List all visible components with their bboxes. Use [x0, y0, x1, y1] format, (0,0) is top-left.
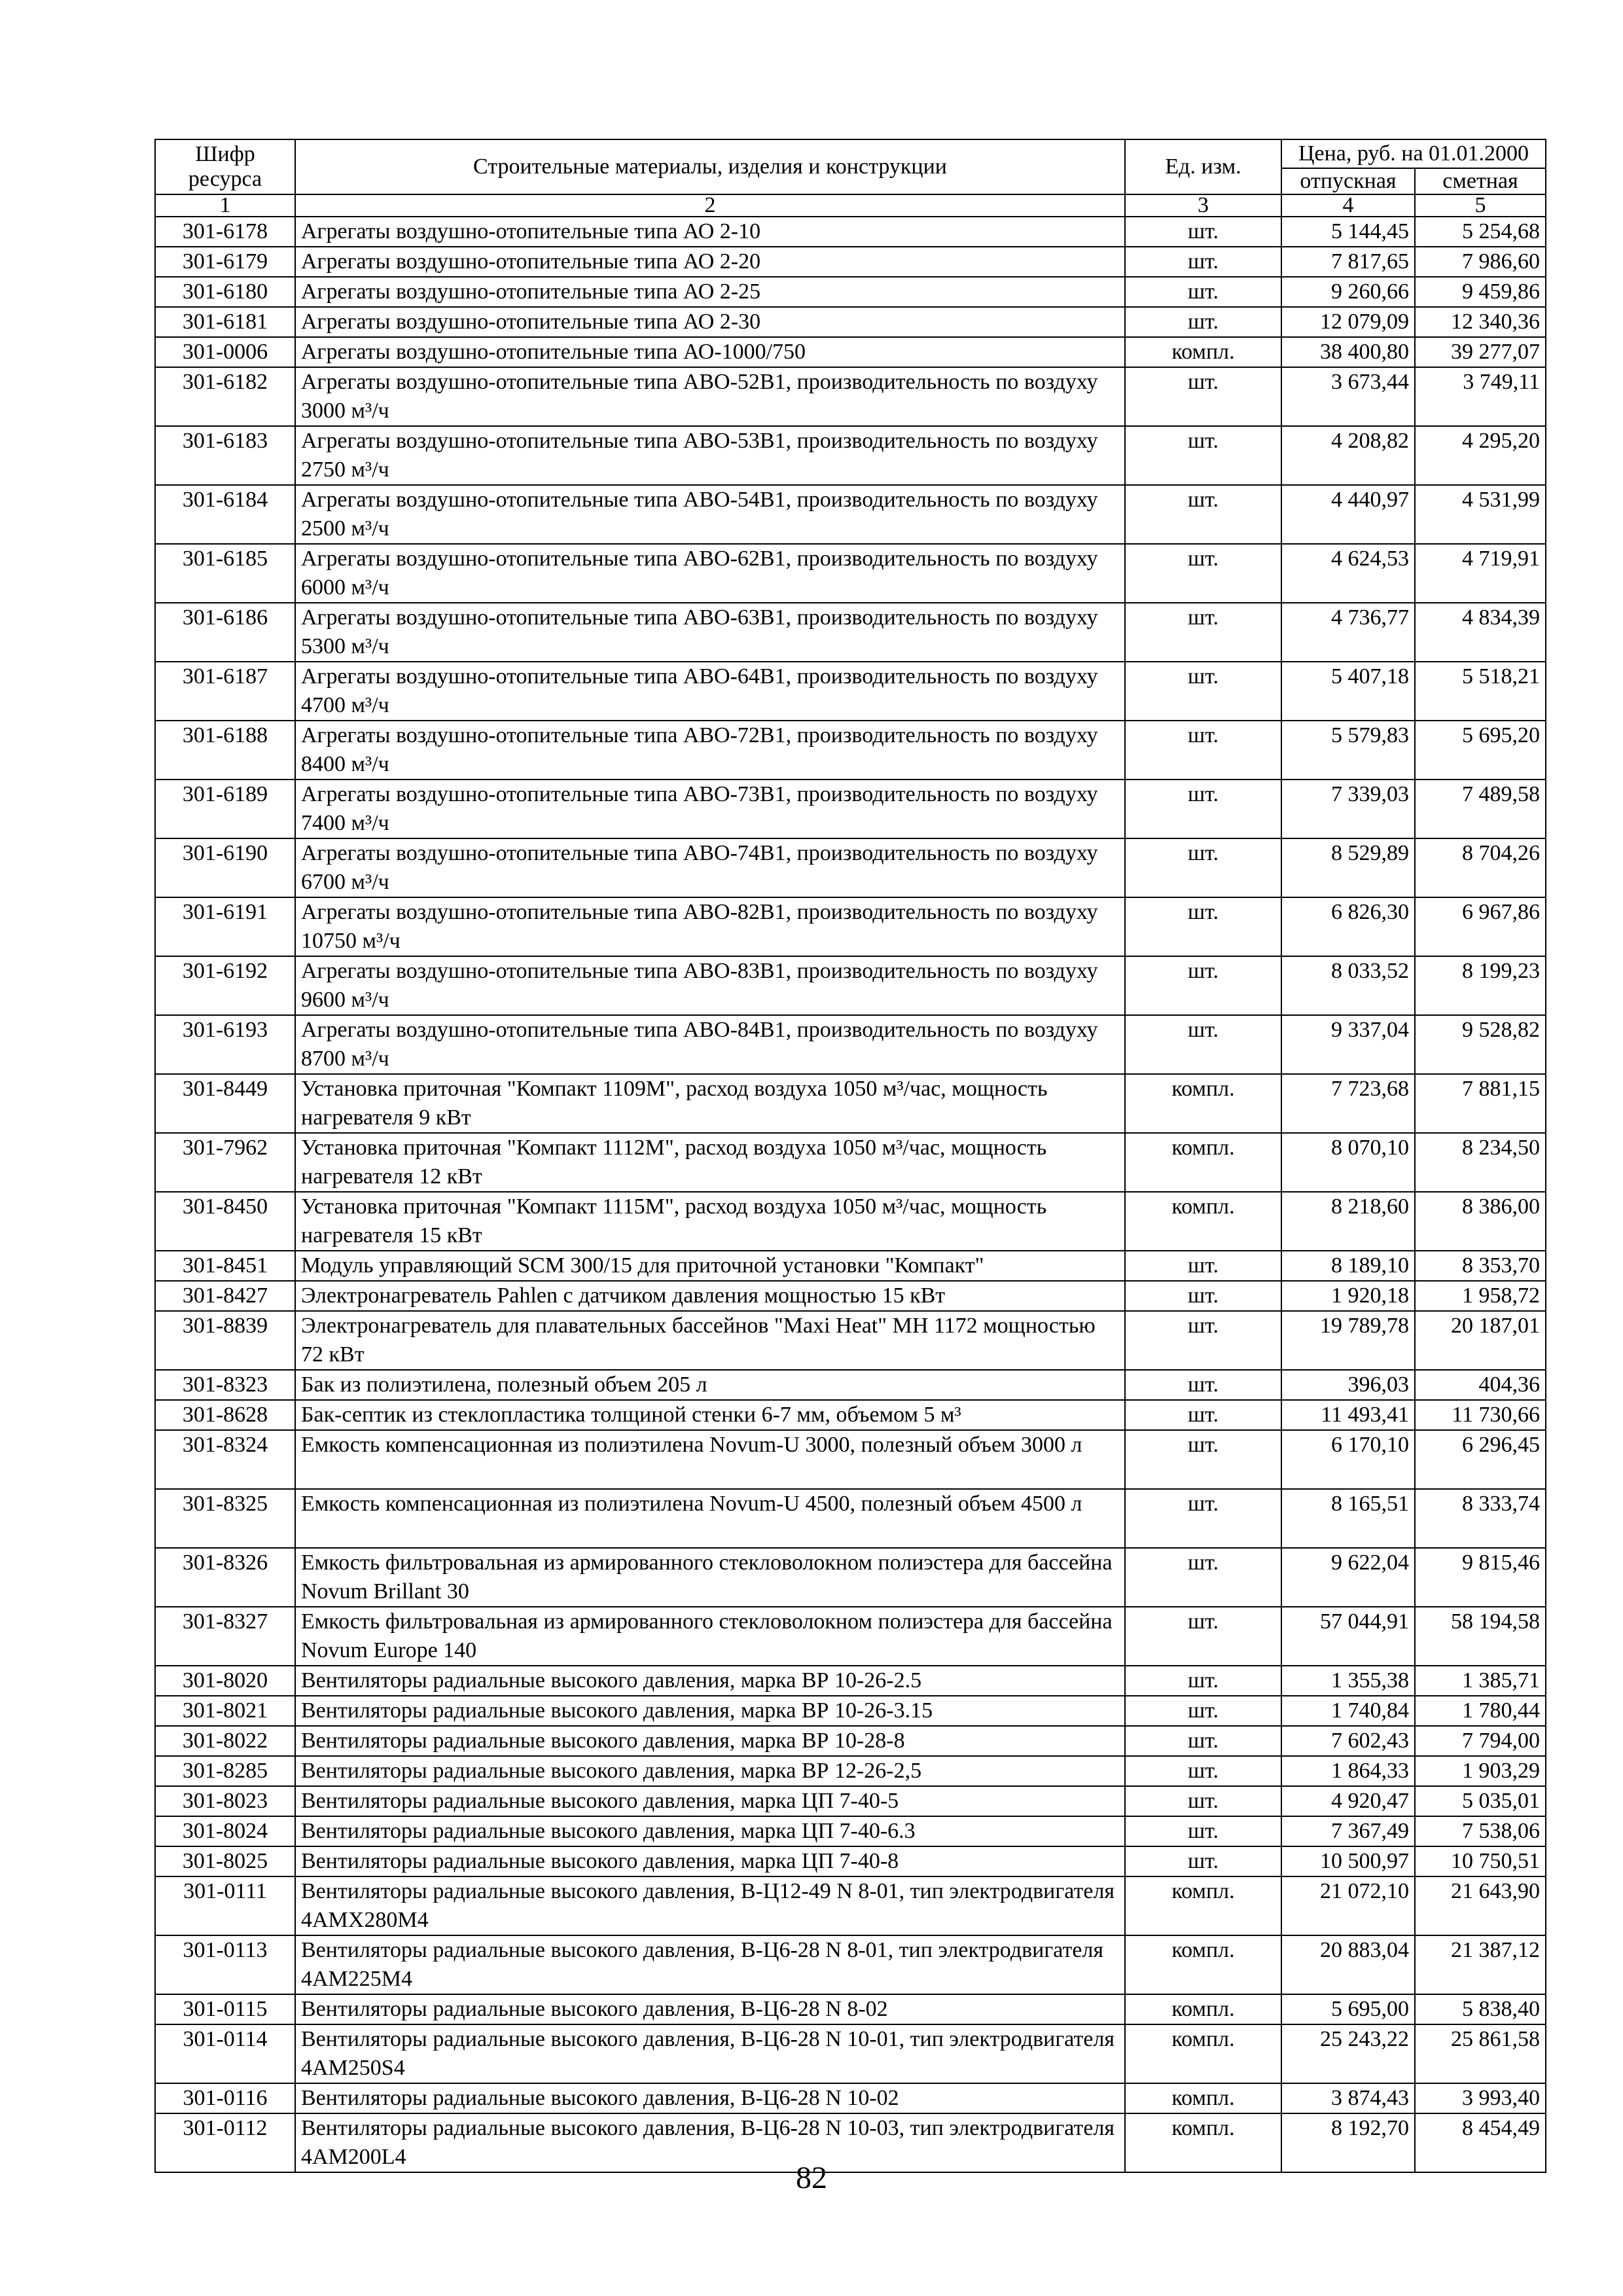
unit-of-measure: шт. [1125, 307, 1281, 337]
release-price: 8 165,51 [1281, 1489, 1415, 1548]
material-name: Вентиляторы радиальные высокого давления, В-Ц6-28 N 8-02 [295, 1994, 1125, 2024]
estimate-price: 5 838,40 [1415, 1994, 1546, 2024]
release-price: 1 355,38 [1281, 1666, 1415, 1696]
release-price: 8 033,52 [1281, 956, 1415, 1015]
release-price: 4 440,97 [1281, 485, 1415, 544]
unit-of-measure: компл. [1125, 2024, 1281, 2083]
material-name: Вентиляторы радиальные высокого давления, марка ВР 10-28-8 [295, 1726, 1125, 1756]
table-row [155, 217, 1546, 247]
estimate-price: 8 454,49 [1415, 2113, 1546, 2172]
estimate-price: 5 518,21 [1415, 662, 1546, 721]
estimate-price: 8 199,23 [1415, 956, 1546, 1015]
resource-code: 301-0115 [155, 1994, 295, 2024]
release-price: 8 192,70 [1281, 2113, 1415, 2172]
unit-of-measure: шт. [1125, 1430, 1281, 1489]
header-name: Строительные материалы, изделия и конструкции [295, 139, 1125, 194]
estimate-price: 7 538,06 [1415, 1816, 1546, 1846]
table-row [155, 307, 1546, 337]
material-name: Агрегаты воздушно-отопительные типа АО-1000/750 [295, 337, 1125, 367]
unit-of-measure: шт. [1125, 780, 1281, 838]
table-row [155, 1370, 1546, 1400]
estimate-price: 8 704,26 [1415, 838, 1546, 897]
unit-of-measure: шт. [1125, 1846, 1281, 1876]
material-name: Емкость фильтровальная из армированного стекловолокном полиэстера для бассейна Novum Europe 140 [295, 1607, 1125, 1666]
table-body [155, 217, 1546, 2172]
resource-code: 301-6179 [155, 247, 295, 277]
resource-code: 301-8326 [155, 1548, 295, 1607]
release-price: 7 339,03 [1281, 780, 1415, 838]
release-price: 1 864,33 [1281, 1756, 1415, 1786]
unit-of-measure: шт. [1125, 1251, 1281, 1281]
estimate-price: 10 750,51 [1415, 1846, 1546, 1876]
resource-code: 301-8024 [155, 1816, 295, 1846]
table-row [155, 1133, 1546, 1192]
material-name: Вентиляторы радиальные высокого давления, В-Ц6-28 N 10-03, тип электродвигателя 4АМ200L4 [295, 2113, 1125, 2172]
release-price: 5 579,83 [1281, 721, 1415, 780]
estimate-price: 8 333,74 [1415, 1489, 1546, 1548]
header-unit: Ед. изм. [1125, 139, 1281, 194]
table-row [155, 544, 1546, 603]
resource-code: 301-8323 [155, 1370, 295, 1400]
estimate-price: 8 353,70 [1415, 1251, 1546, 1281]
release-price: 7 367,49 [1281, 1816, 1415, 1846]
release-price: 4 920,47 [1281, 1786, 1415, 1816]
resource-code: 301-6186 [155, 603, 295, 662]
resource-code: 301-8020 [155, 1666, 295, 1696]
resource-code: 301-8022 [155, 1726, 295, 1756]
estimate-price: 3 749,11 [1415, 367, 1546, 426]
release-price: 3 673,44 [1281, 367, 1415, 426]
material-name: Агрегаты воздушно-отопительные типа АВО-84В1, производительность по воздуху 8700 м³/ч [295, 1015, 1125, 1074]
resource-code: 301-8628 [155, 1400, 295, 1430]
table-row [155, 2083, 1546, 2113]
unit-of-measure: шт. [1125, 1696, 1281, 1726]
unit-of-measure: шт. [1125, 1786, 1281, 1816]
unit-of-measure: шт. [1125, 1666, 1281, 1696]
resource-code: 301-8427 [155, 1281, 295, 1311]
material-name: Агрегаты воздушно-отопительные типа АВО-52В1, производительность по воздуху 3000 м³/ч [295, 367, 1125, 426]
estimate-price: 8 234,50 [1415, 1133, 1546, 1192]
release-price: 3 874,43 [1281, 2083, 1415, 2113]
release-price: 8 189,10 [1281, 1251, 1415, 1281]
header-price-release: отпускная [1281, 168, 1415, 194]
column-number: 4 [1281, 194, 1415, 217]
resource-code: 301-0112 [155, 2113, 295, 2172]
unit-of-measure: шт. [1125, 247, 1281, 277]
release-price: 5 407,18 [1281, 662, 1415, 721]
estimate-price: 9 459,86 [1415, 277, 1546, 307]
table-row [155, 1192, 1546, 1251]
table-row [155, 897, 1546, 956]
material-name: Вентиляторы радиальные высокого давления, В-Ц12-49 N 8-01, тип электродвигателя 4АМХ280М4 [295, 1876, 1125, 1935]
price-table [154, 139, 1546, 2173]
resource-code: 301-6190 [155, 838, 295, 897]
estimate-price: 39 277,07 [1415, 337, 1546, 367]
unit-of-measure: шт. [1125, 1281, 1281, 1311]
resource-code: 301-8285 [155, 1756, 295, 1786]
table-row [155, 1726, 1546, 1756]
material-name: Модуль управляющий SCM 300/15 для приточной установки "Компакт" [295, 1251, 1125, 1281]
table-row [155, 662, 1546, 721]
material-name: Агрегаты воздушно-отопительные типа АВО-72В1, производительность по воздуху 8400 м³/ч [295, 721, 1125, 780]
table-row [155, 1607, 1546, 1666]
table-row [155, 1015, 1546, 1074]
release-price: 4 736,77 [1281, 603, 1415, 662]
header-price-group: Цена, руб. на 01.01.2000 [1281, 139, 1546, 168]
table-row [155, 956, 1546, 1015]
column-number: 5 [1415, 194, 1546, 217]
estimate-price: 404,36 [1415, 1370, 1546, 1400]
resource-code: 301-0114 [155, 2024, 295, 2083]
resource-code: 301-6189 [155, 780, 295, 838]
unit-of-measure: шт. [1125, 1370, 1281, 1400]
material-name: Емкость компенсационная из полиэтилена Novum-U 4500, полезный объем 4500 л [295, 1489, 1125, 1548]
release-price: 8 529,89 [1281, 838, 1415, 897]
estimate-price: 3 993,40 [1415, 2083, 1546, 2113]
material-name: Бак из полиэтилена, полезный объем 205 л [295, 1370, 1125, 1400]
release-price: 7 602,43 [1281, 1726, 1415, 1756]
resource-code: 301-0006 [155, 337, 295, 367]
resource-code: 301-6181 [155, 307, 295, 337]
unit-of-measure: шт. [1125, 367, 1281, 426]
table-row [155, 1816, 1546, 1846]
resource-code: 301-6180 [155, 277, 295, 307]
unit-of-measure: компл. [1125, 1876, 1281, 1935]
material-name: Агрегаты воздушно-отопительные типа АВО-63В1, производительность по воздуху 5300 м³/ч [295, 603, 1125, 662]
table-row [155, 247, 1546, 277]
release-price: 10 500,97 [1281, 1846, 1415, 1876]
resource-code: 301-8021 [155, 1696, 295, 1726]
unit-of-measure: шт. [1125, 1756, 1281, 1786]
estimate-price: 6 967,86 [1415, 897, 1546, 956]
material-name: Электронагреватель для плавательных бассейнов "Maxi Heat" МН 1172 мощностью 72 кВт [295, 1311, 1125, 1370]
material-name: Вентиляторы радиальные высокого давления, В-Ц6-28 N 8-01, тип электродвигателя 4АМ225М4 [295, 1935, 1125, 1994]
estimate-price: 20 187,01 [1415, 1311, 1546, 1370]
table-row [155, 1251, 1546, 1281]
unit-of-measure: шт. [1125, 544, 1281, 603]
unit-of-measure: шт. [1125, 1400, 1281, 1430]
estimate-price: 1 780,44 [1415, 1696, 1546, 1726]
release-price: 7 817,65 [1281, 247, 1415, 277]
unit-of-measure: шт. [1125, 217, 1281, 247]
resource-code: 301-6182 [155, 367, 295, 426]
release-price: 11 493,41 [1281, 1400, 1415, 1430]
unit-of-measure: шт. [1125, 485, 1281, 544]
resource-code: 301-8327 [155, 1607, 295, 1666]
release-price: 21 072,10 [1281, 1876, 1415, 1935]
material-name: Установка приточная "Компакт 1112М", расход воздуха 1050 м³/час, мощность нагревателя 12 кВт [295, 1133, 1125, 1192]
resource-code: 301-8025 [155, 1846, 295, 1876]
table-row [155, 1430, 1546, 1489]
material-name: Агрегаты воздушно-отопительные типа АО 2-20 [295, 247, 1125, 277]
release-price: 9 260,66 [1281, 277, 1415, 307]
column-number: 3 [1125, 194, 1281, 217]
table-row [155, 485, 1546, 544]
table-row [155, 1074, 1546, 1133]
resource-code: 301-8324 [155, 1430, 295, 1489]
unit-of-measure: компл. [1125, 1192, 1281, 1251]
unit-of-measure: шт. [1125, 838, 1281, 897]
unit-of-measure: шт. [1125, 1311, 1281, 1370]
resource-code: 301-8023 [155, 1786, 295, 1816]
unit-of-measure: шт. [1125, 662, 1281, 721]
material-name: Установка приточная "Компакт 1115М", расход воздуха 1050 м³/час, мощность нагревателя 15 кВт [295, 1192, 1125, 1251]
material-name: Вентиляторы радиальные высокого давления, марка ЦП 7-40-6.3 [295, 1816, 1125, 1846]
release-price: 1 920,18 [1281, 1281, 1415, 1311]
material-name: Агрегаты воздушно-отопительные типа АО 2-10 [295, 217, 1125, 247]
estimate-price: 1 903,29 [1415, 1756, 1546, 1786]
resource-code: 301-6184 [155, 485, 295, 544]
material-name: Агрегаты воздушно-отопительные типа АВО-73В1, производительность по воздуху 7400 м³/ч [295, 780, 1125, 838]
table-row [155, 603, 1546, 662]
estimate-price: 8 386,00 [1415, 1192, 1546, 1251]
resource-code: 301-8839 [155, 1311, 295, 1370]
table-row [155, 1696, 1546, 1726]
material-name: Электронагреватель Pahlen с датчиком давления мощностью 15 кВт [295, 1281, 1125, 1311]
estimate-price: 4 719,91 [1415, 544, 1546, 603]
estimate-price: 4 295,20 [1415, 426, 1546, 485]
estimate-price: 9 528,82 [1415, 1015, 1546, 1074]
estimate-price: 21 387,12 [1415, 1935, 1546, 1994]
estimate-price: 1 958,72 [1415, 1281, 1546, 1311]
unit-of-measure: компл. [1125, 1133, 1281, 1192]
resource-code: 301-6187 [155, 662, 295, 721]
resource-code: 301-7962 [155, 1133, 295, 1192]
unit-of-measure: компл. [1125, 337, 1281, 367]
estimate-price: 21 643,90 [1415, 1876, 1546, 1935]
resource-code: 301-6191 [155, 897, 295, 956]
table-row [155, 277, 1546, 307]
column-number: 1 [155, 194, 295, 217]
unit-of-measure: шт. [1125, 1607, 1281, 1666]
material-name: Вентиляторы радиальные высокого давления, марка ВР 10-26-3.15 [295, 1696, 1125, 1726]
estimate-price: 25 861,58 [1415, 2024, 1546, 2083]
release-price: 8 070,10 [1281, 1133, 1415, 1192]
material-name: Агрегаты воздушно-отопительные типа АО 2-25 [295, 277, 1125, 307]
unit-of-measure: шт. [1125, 1726, 1281, 1756]
unit-of-measure: компл. [1125, 1994, 1281, 2024]
release-price: 57 044,91 [1281, 1607, 1415, 1666]
table-row [155, 1489, 1546, 1548]
unit-of-measure: шт. [1125, 956, 1281, 1015]
table-row [155, 2024, 1546, 2083]
table-row [155, 337, 1546, 367]
page-number: 82 [796, 2161, 827, 2195]
table-row [155, 1400, 1546, 1430]
material-name: Вентиляторы радиальные высокого давления, марка ВР 12-26-2,5 [295, 1756, 1125, 1786]
material-name: Установка приточная "Компакт 1109М", расход воздуха 1050 м³/час, мощность нагревателя 9 кВт [295, 1074, 1125, 1133]
resource-code: 301-8451 [155, 1251, 295, 1281]
material-name: Вентиляторы радиальные высокого давления, марка ВР 10-26-2.5 [295, 1666, 1125, 1696]
release-price: 8 218,60 [1281, 1192, 1415, 1251]
unit-of-measure: шт. [1125, 897, 1281, 956]
release-price: 5 695,00 [1281, 1994, 1415, 2024]
release-price: 12 079,09 [1281, 307, 1415, 337]
table-row [155, 1786, 1546, 1816]
estimate-price: 6 296,45 [1415, 1430, 1546, 1489]
estimate-price: 11 730,66 [1415, 1400, 1546, 1430]
material-name: Емкость компенсационная из полиэтилена Novum-U 3000, полезный объем 3000 л [295, 1430, 1125, 1489]
release-price: 38 400,80 [1281, 337, 1415, 367]
unit-of-measure: шт. [1125, 277, 1281, 307]
release-price: 1 740,84 [1281, 1696, 1415, 1726]
resource-code: 301-8325 [155, 1489, 295, 1548]
resource-code: 301-8450 [155, 1192, 295, 1251]
estimate-price: 4 531,99 [1415, 485, 1546, 544]
material-name: Вентиляторы радиальные высокого давления, В-Ц6-28 N 10-02 [295, 2083, 1125, 2113]
table-row [155, 780, 1546, 838]
resource-code: 301-6192 [155, 956, 295, 1015]
material-name: Агрегаты воздушно-отопительные типа АВО-62В1, производительность по воздуху 6000 м³/ч [295, 544, 1125, 603]
table-row [155, 367, 1546, 426]
unit-of-measure: компл. [1125, 2113, 1281, 2172]
table-header [155, 139, 1546, 217]
unit-of-measure: шт. [1125, 603, 1281, 662]
estimate-price: 7 986,60 [1415, 247, 1546, 277]
unit-of-measure: шт. [1125, 721, 1281, 780]
material-name: Агрегаты воздушно-отопительные типа АВО-83В1, производительность по воздуху 9600 м³/ч [295, 956, 1125, 1015]
resource-code: 301-8449 [155, 1074, 295, 1133]
resource-code: 301-6185 [155, 544, 295, 603]
estimate-price: 7 881,15 [1415, 1074, 1546, 1133]
table-row [155, 1846, 1546, 1876]
table-row [155, 1311, 1546, 1370]
material-name: Вентиляторы радиальные высокого давления, марка ЦП 7-40-5 [295, 1786, 1125, 1816]
unit-of-measure: шт. [1125, 1489, 1281, 1548]
table-row [155, 838, 1546, 897]
release-price: 4 624,53 [1281, 544, 1415, 603]
unit-of-measure: компл. [1125, 1935, 1281, 1994]
material-name: Агрегаты воздушно-отопительные типа АВО-82В1, производительность по воздуху 10750 м³/ч [295, 897, 1125, 956]
release-price: 5 144,45 [1281, 217, 1415, 247]
unit-of-measure: компл. [1125, 1074, 1281, 1133]
header-price-estimate: сметная [1415, 168, 1546, 194]
release-price: 396,03 [1281, 1370, 1415, 1400]
release-price: 4 208,82 [1281, 426, 1415, 485]
material-name: Вентиляторы радиальные высокого давления, марка ЦП 7-40-8 [295, 1846, 1125, 1876]
resource-code: 301-6183 [155, 426, 295, 485]
estimate-price: 7 794,00 [1415, 1726, 1546, 1756]
unit-of-measure: компл. [1125, 2083, 1281, 2113]
release-price: 9 622,04 [1281, 1548, 1415, 1607]
unit-of-measure: шт. [1125, 1015, 1281, 1074]
estimate-price: 7 489,58 [1415, 780, 1546, 838]
estimate-price: 5 035,01 [1415, 1786, 1546, 1816]
material-name: Агрегаты воздушно-отопительные типа АО 2-30 [295, 307, 1125, 337]
column-number: 2 [295, 194, 1125, 217]
resource-code: 301-0111 [155, 1876, 295, 1935]
release-price: 7 723,68 [1281, 1074, 1415, 1133]
table-row [155, 1548, 1546, 1607]
resource-code: 301-6188 [155, 721, 295, 780]
unit-of-measure: шт. [1125, 1816, 1281, 1846]
release-price: 19 789,78 [1281, 1311, 1415, 1370]
estimate-price: 9 815,46 [1415, 1548, 1546, 1607]
material-name: Бак-септик из стеклопластика толщиной стенки 6-7 мм, объемом 5 м³ [295, 1400, 1125, 1430]
material-name: Вентиляторы радиальные высокого давления, В-Ц6-28 N 10-01, тип электродвигателя 4АМ250S4 [295, 2024, 1125, 2083]
release-price: 25 243,22 [1281, 2024, 1415, 2083]
material-name: Агрегаты воздушно-отопительные типа АВО-54В1, производительность по воздуху 2500 м³/ч [295, 485, 1125, 544]
release-price: 6 170,10 [1281, 1430, 1415, 1489]
table-row [155, 1756, 1546, 1786]
header-code: Шифр ресурса [155, 139, 295, 194]
resource-code: 301-6178 [155, 217, 295, 247]
estimate-price: 12 340,36 [1415, 307, 1546, 337]
estimate-price: 4 834,39 [1415, 603, 1546, 662]
table-row [155, 1876, 1546, 1935]
resource-code: 301-0116 [155, 2083, 295, 2113]
table-row [155, 1281, 1546, 1311]
table-row [155, 1994, 1546, 2024]
resource-code: 301-6193 [155, 1015, 295, 1074]
release-price: 9 337,04 [1281, 1015, 1415, 1074]
resource-code: 301-0113 [155, 1935, 295, 1994]
table-row [155, 426, 1546, 485]
estimate-price: 1 385,71 [1415, 1666, 1546, 1696]
table-row [155, 1935, 1546, 1994]
estimate-price: 5 254,68 [1415, 217, 1546, 247]
estimate-price: 58 194,58 [1415, 1607, 1546, 1666]
material-name: Агрегаты воздушно-отопительные типа АВО-53В1, производительность по воздуху 2750 м³/ч [295, 426, 1125, 485]
release-price: 20 883,04 [1281, 1935, 1415, 1994]
release-price: 6 826,30 [1281, 897, 1415, 956]
table-row [155, 1666, 1546, 1696]
table-row [155, 721, 1546, 780]
material-name: Емкость фильтровальная из армированного стекловолокном полиэстера для бассейна Novum Brillant 30 [295, 1548, 1125, 1607]
material-name: Агрегаты воздушно-отопительные типа АВО-64В1, производительность по воздуху 4700 м³/ч [295, 662, 1125, 721]
price-table-container [154, 139, 1545, 2173]
estimate-price: 5 695,20 [1415, 721, 1546, 780]
unit-of-measure: шт. [1125, 1548, 1281, 1607]
unit-of-measure: шт. [1125, 426, 1281, 485]
material-name: Агрегаты воздушно-отопительные типа АВО-74В1, производительность по воздуху 6700 м³/ч [295, 838, 1125, 897]
